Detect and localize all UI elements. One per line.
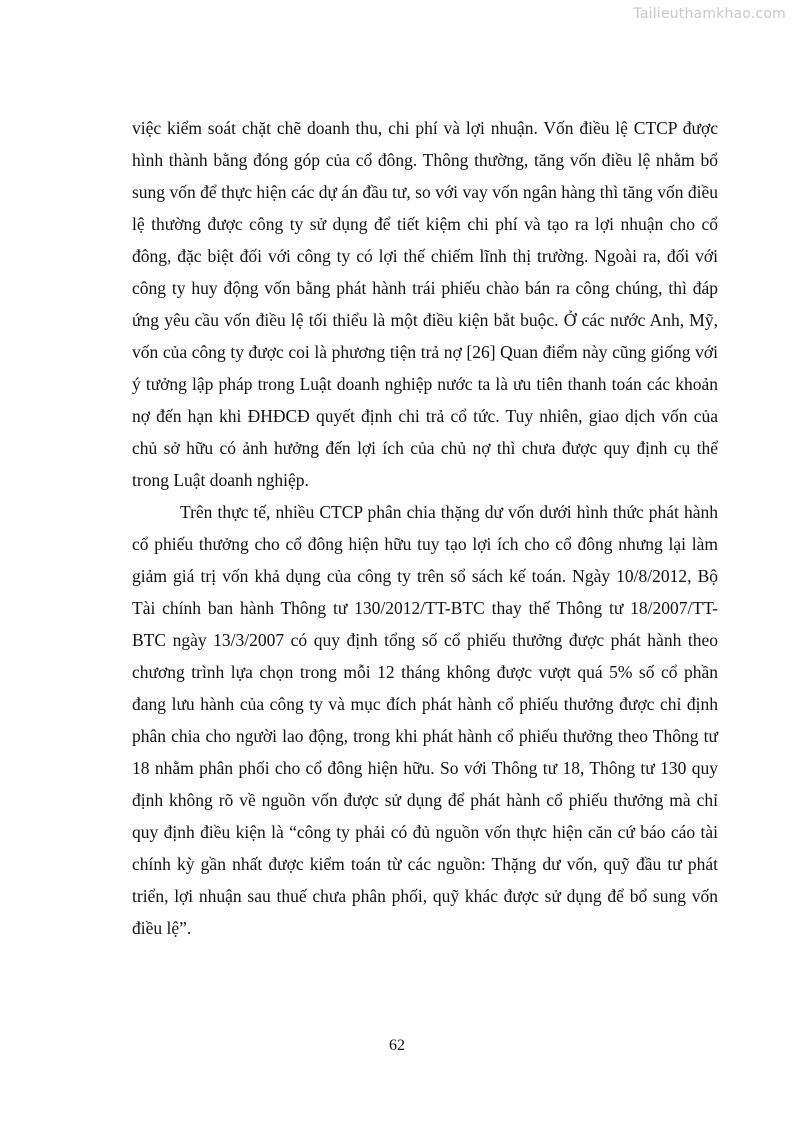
page-number: 62: [389, 1037, 405, 1054]
paragraph-1: việc kiểm soát chặt chẽ doanh thu, chi phí và lợi nhuận. Vốn điều lệ CTCP được hình thành bằng đóng góp của cổ đông. Thông thường, tăng vốn điều lệ nhằm bổ sung vốn để thực hiện các dự án đầu tư, so với vay vốn ngân hàng thì tăng vốn điều lệ thường được công ty sử dụng để tiết kiệm chi phí và tạo ra lợi nhuận cho cổ đông, đặc biệt đối với công ty có lợi thế chiếm lĩnh thị trường. Ngoài ra, đối với công ty huy động vốn bằng phát hành trái phiếu chào bán ra công chúng, thì đáp ứng yêu cầu vốn điều lệ tối thiểu là một điều kiện bắt buộc. Ở các nước Anh, Mỹ, vốn của công ty được coi là phương tiện trả nợ [26] Quan điểm này cũng giống với ý tưởng lập pháp trong Luật doanh nghiệp nước ta là ưu tiên thanh toán các khoản nợ đến hạn khi ĐHĐCĐ quyết định chi trả cổ tức. Tuy nhiên, giao dịch vốn của chủ sở hữu có ảnh hưởng đến lợi ích của chủ nợ thì chưa được quy định cụ thể trong Luật doanh nghiệp.: [132, 118, 718, 490]
watermark-text: Tailieuthamkhao.com: [633, 6, 786, 22]
document-body: [132, 112, 718, 944]
paragraph-2: Trên thực tế, nhiều CTCP phân chia thặng dư vốn dưới hình thức phát hành cổ phiếu thưởng cho cổ đông hiện hữu tuy tạo lợi ích cho cổ đông nhưng lại làm giảm giá trị vốn khả dụng của công ty trên sổ sách kế toán. Ngày 10/8/2012, Bộ Tài chính ban hành Thông tư 130/2012/TT-BTC thay thế Thông tư 18/2007/TT-BTC ngày 13/3/2007 có quy định tổng số cổ phiếu thưởng được phát hành theo chương trình lựa chọn trong mỗi 12 tháng không được vượt quá 5% số cổ phần đang lưu hành của công ty và mục đích phát hành cổ phiếu thưởng được chỉ định phân chia cho người lao động, trong khi phát hành cổ phiếu thưởng theo Thông tư 18 nhằm phân phối cho cổ đông hiện hữu. So với Thông tư 18, Thông tư 130 quy định không rõ về nguồn vốn được sử dụng để phát hành cổ phiếu thưởng mà chỉ quy định điều kiện là “công ty phải có đủ nguồn vốn thực hiện căn cứ báo cáo tài chính kỳ gần nhất được kiểm toán từ các nguồn: Thặng dư vốn, quỹ đầu tư phát triển, lợi nhuận sau thuế chưa phân phối, quỹ khác được sử dụng để bổ sung vốn điều lệ”.: [132, 502, 718, 938]
